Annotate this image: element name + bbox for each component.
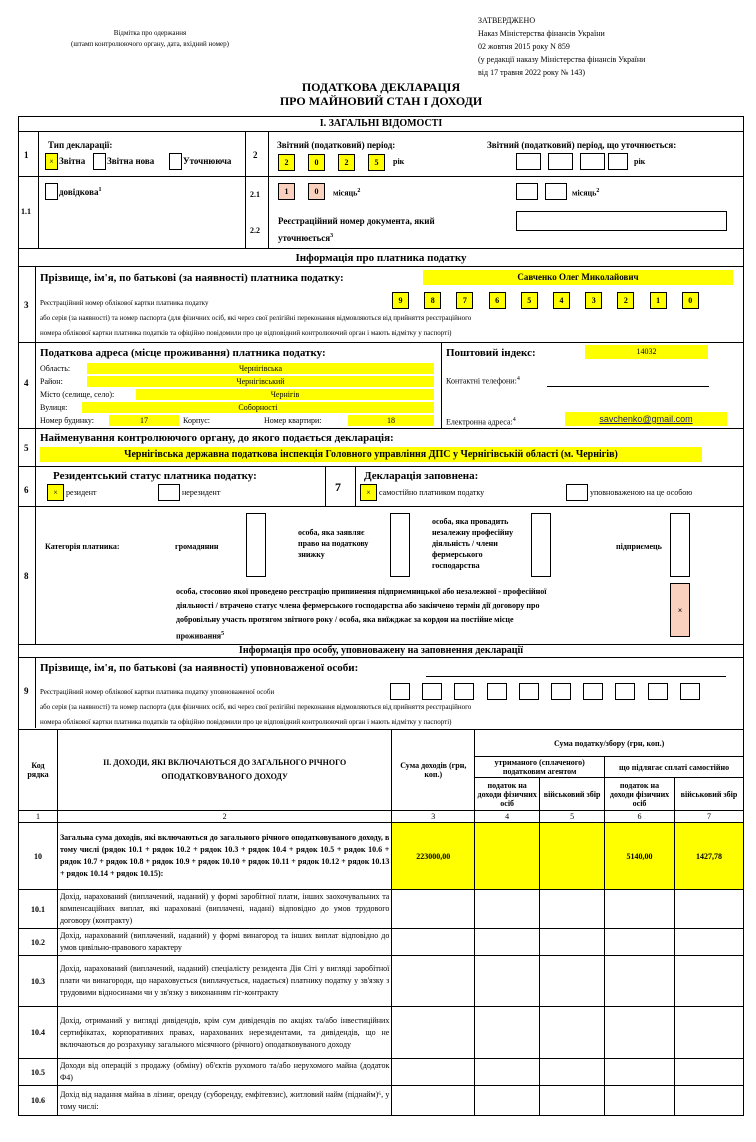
postcode-value[interactable]: 14032 <box>585 345 708 359</box>
col-tax-header: Сума податку/збору (грн, коп.) <box>475 730 744 757</box>
col-code-header: Код рядка <box>19 730 58 811</box>
clar-period-label: Звітний (податковий) період, що уточнюється: <box>487 140 677 150</box>
rep-tin-box[interactable] <box>390 683 410 700</box>
approved-label: ЗАТВЕРДЖЕНО <box>478 16 536 25</box>
row-mil-self[interactable] <box>674 1086 743 1116</box>
rep-tin-box[interactable] <box>519 683 539 700</box>
approved-line-3: (у редакції наказу Міністерства фінансів України <box>478 55 646 64</box>
month-digit[interactable]: 0 <box>308 183 325 200</box>
section1-title: І. ЗАГАЛЬНІ ВІДОМОСТІ <box>18 116 744 132</box>
row-sum[interactable] <box>392 929 475 956</box>
stamp-line-1: Відмітка про одержання <box>113 29 187 37</box>
payer-tin-digit[interactable]: 8 <box>424 292 441 309</box>
row9-num: 9 <box>24 686 29 696</box>
resident-checkbox[interactable]: × <box>47 484 64 501</box>
row3-num: 3 <box>24 300 29 310</box>
row-mil-withheld[interactable] <box>540 1007 605 1059</box>
resident-label: Резидентський статус платника податку: <box>53 470 257 482</box>
rayon-value[interactable]: Чернігівський <box>87 376 434 387</box>
rep-tin-box[interactable] <box>583 683 603 700</box>
oblast-label: Область: <box>40 364 71 373</box>
type-label: Тип декларації: <box>48 140 113 150</box>
type-regular-checkbox[interactable]: × <box>45 153 58 170</box>
cat-terminated-label: особа, стосовно якої проведено реєстрацію припинення підприємницької або незалежної - професійної діяльності / втрачено статус члена фермерського господарства або закінчено термін дії договору про добровільну участь протягом звітного року / особа, яка виїжджає за кордон на постійне місце проживання$^5$ <box>176 587 547 641</box>
payer-tin-digit[interactable]: 4 <box>553 292 570 309</box>
row22-num: 2.2 <box>250 226 260 235</box>
row-mil-self[interactable] <box>674 956 743 1007</box>
clar-month-word: місяць$^2$ <box>572 188 600 198</box>
payer-tin-digit[interactable]: 9 <box>392 292 409 309</box>
row-code: 10.4 <box>19 1007 58 1059</box>
reference-label: довідкова$^1$ <box>59 187 102 197</box>
row-code: 10.1 <box>19 890 58 929</box>
cat-citizen-checkbox[interactable] <box>246 513 266 577</box>
stamp-line-2: (штамп контролюючого органу, дата, вхідний номер) <box>71 40 229 48</box>
clar-year-box[interactable] <box>516 153 541 170</box>
income-row <box>19 956 744 1007</box>
rep-tin-box[interactable] <box>648 683 668 700</box>
filled-label: Декларація заповнена: <box>364 470 479 482</box>
cat-citizen-label: громадянин <box>175 542 219 551</box>
approved-line-1: Наказ Міністерства фінансів України <box>478 29 605 38</box>
auth-filled-checkbox[interactable] <box>566 484 588 501</box>
address-label: Податкова адреса (місце проживання) платника податку: <box>40 347 326 359</box>
street-label: Вулиця: <box>40 403 68 412</box>
row-sum[interactable] <box>392 890 475 929</box>
row-mil-withheld[interactable] <box>540 929 605 956</box>
row-text: Дохід від надання майна в лізинг, оренду (суборенду, емфітевзис), житловий найм (піднайм)⁶, у тому числі: <box>57 1086 391 1116</box>
row-code: 10.6 <box>19 1086 58 1116</box>
period-digit[interactable]: 0 <box>308 154 325 171</box>
row-sum[interactable]: 223000,00 <box>392 823 475 890</box>
row-pit-self[interactable] <box>605 890 675 929</box>
payer-tin-digit[interactable]: 6 <box>489 292 506 309</box>
row-code: 10 <box>19 823 58 890</box>
approval-block <box>478 14 645 79</box>
resident-text: резидент <box>66 488 97 497</box>
type-clarifying-checkbox[interactable] <box>169 153 182 170</box>
type-new-checkbox[interactable] <box>93 153 106 170</box>
row-sum[interactable] <box>392 1059 475 1086</box>
row-pit-withheld[interactable] <box>475 890 540 929</box>
stamp-note <box>40 28 260 50</box>
row4-num: 4 <box>24 378 29 388</box>
income-row <box>19 1086 744 1116</box>
authority-value[interactable]: Чернігівська державна податкова інспекція Головного управління ДПС у Чернігівській області (м. Чернігів) <box>40 447 702 462</box>
payer-tin-digit[interactable]: 5 <box>521 292 538 309</box>
cat-entrepreneur-label: підприємець <box>616 542 662 551</box>
city-label: Місто (селище, село): <box>40 390 115 399</box>
row-pit-withheld[interactable] <box>475 1007 540 1059</box>
row-mil-withheld[interactable] <box>540 890 605 929</box>
apt-value[interactable]: 18 <box>348 415 434 426</box>
cat-entrepreneur-checkbox[interactable] <box>670 513 690 577</box>
rep-tin-box[interactable] <box>487 683 507 700</box>
payer-tin-digit[interactable]: 1 <box>650 292 667 309</box>
row-mil-withheld[interactable] <box>540 1059 605 1086</box>
row-code: 10.3 <box>19 956 58 1007</box>
col-num: 5 <box>540 811 605 823</box>
row-code: 10.5 <box>19 1059 58 1086</box>
period-digit[interactable]: 5 <box>368 154 385 171</box>
email-value[interactable]: savchenko@gmail.com <box>565 412 727 426</box>
row-text: Доходи від операцій з продажу (обміну) об'єктів рухомого та/або нерухомого майна (додаток Ф4) <box>57 1059 391 1086</box>
korpus-label: Корпус: <box>183 416 210 425</box>
phone-label: Контактні телефони:$^4$ <box>446 376 520 386</box>
rep-tin-box[interactable] <box>615 683 635 700</box>
rep-tin-box[interactable] <box>422 683 442 700</box>
payer-section-title: Інформація про платника податку <box>18 249 744 267</box>
col-num: 1 <box>19 811 58 823</box>
clar-year-box[interactable] <box>608 153 628 170</box>
income-row <box>19 890 744 929</box>
rep-tin-box[interactable] <box>680 683 700 700</box>
row-pit-withheld[interactable] <box>475 823 540 890</box>
col-num: 2 <box>57 811 391 823</box>
payer-tin-digit[interactable]: 7 <box>456 292 473 309</box>
row-mil-withheld[interactable] <box>540 823 605 890</box>
row-mil-withheld[interactable] <box>540 956 605 1007</box>
auth-filled-text: уповноваженою на це особою <box>590 488 693 497</box>
row-mil-self[interactable] <box>674 1059 743 1086</box>
row-pit-withheld[interactable] <box>475 1059 540 1086</box>
payer-tin-digit[interactable]: 0 <box>682 292 699 309</box>
payer-tin-label: Реєстраційний номер облікової картки платника податку або серія (за наявності) та номер паспорта (для фізичних осіб, які через свої релігійні переконання відмовляються від прийняття реєстраційного номера облікової картки платника податків та офіційно повідомили про це відповідний контролюючий орган і мають відмітку у паспорті) <box>40 299 472 337</box>
col-self-header: що підлягає сплаті самостійно <box>605 757 744 778</box>
nonresident-text: нерезидент <box>182 488 221 497</box>
cat-indep-label: особа, яка провадить незалежну професійну діяльність / члени фермерського господарства <box>432 517 514 570</box>
rep-tin-label: Реєстраційний номер облікової картки платника податку уповноваженої особи або серія (за наявності) та номер паспорта (для фізичних осіб, які через свої релігійні переконання відмовляються від прийняття реєстраційного номера облікової картки платника податків та офіційно повідомили про це відповідний контролюючий орган і мають відмітку у паспорті) <box>40 688 472 726</box>
payer-tin-digit[interactable]: 3 <box>585 292 602 309</box>
representative-section-title: Інформація про особу, уповноважену на заповнення декларації <box>18 644 744 658</box>
type-new-label: Звітна нова <box>107 156 155 166</box>
row-text: Дохід, нарахований (виплачений, наданий) у формі винагород та інших виплат відповідно до умов цивільно-правового характеру <box>57 929 391 956</box>
col-withheld-header: утриманого (сплаченого) податковим агентом <box>475 757 605 778</box>
col-title-header: ІІ. ДОХОДИ, ЯКІ ВКЛЮЧАЮТЬСЯ ДО ЗАГАЛЬНОГО РІЧНОГО ОПОДАТКОВУВАНОГО ДОХОДУ <box>57 730 391 811</box>
row21-num: 2.1 <box>250 190 260 199</box>
cat-discount-label: особа, яка заявляє право на податкову знижку <box>298 528 369 559</box>
row-mil-self[interactable] <box>674 890 743 929</box>
payer-tin-digit[interactable]: 2 <box>617 292 634 309</box>
row7-num: 7 <box>335 480 341 494</box>
col-pit2-header: податок на доходи фізичних осіб <box>605 778 675 811</box>
row-text: Загальна сума доходів, які включаються до загального річного оподатковуваного доходу, в тому числі (рядок 10.1 + рядок 10.2 + рядок 10.3 + рядок 10.4 + рядок 10.5 + рядок 10.6 + рядок 10.7 + рядок 10.8 + рядок 10.9 + рядок 10.10 + рядок 10.11 + рядок 10.12 + рядок 10.13 + рядок 10.14 + рядок 10.15): <box>57 823 391 890</box>
income-table <box>18 729 744 1116</box>
self-filled-text: самостійно платником податку <box>379 488 485 497</box>
payer-name-label: Прізвище, ім'я, по батькові (за наявності) платника податку: <box>40 272 344 284</box>
period-label: Звітний (податковий) період: <box>277 140 396 150</box>
row-pit-withheld[interactable] <box>475 929 540 956</box>
row-text: Дохід, нарахований (виплачений, наданий) у формі заробітної плати, інших заохочувальних та компенсаційних виплат, які нараховані (виплачені, надані) відповідно до умов трудового договору (контракту) <box>57 890 391 929</box>
row-sum[interactable] <box>392 1007 475 1059</box>
house-label: Номер будинку: <box>40 416 95 425</box>
period-digit[interactable]: 2 <box>338 154 355 171</box>
row-pit-self[interactable] <box>605 1086 675 1116</box>
income-row <box>19 823 744 890</box>
clar-year-box[interactable] <box>580 153 605 170</box>
house-value[interactable]: 17 <box>109 415 179 426</box>
cat-indep-checkbox[interactable] <box>531 513 551 577</box>
row1-num: 1 <box>24 150 29 160</box>
approved-line-2: 02 жовтня 2015 року N 859 <box>478 42 570 51</box>
row-sum[interactable] <box>392 1086 475 1116</box>
clar-month-box[interactable] <box>545 183 567 200</box>
col-mil-header: військовий збір <box>540 778 605 811</box>
clar-month-box[interactable] <box>516 183 538 200</box>
year-word: рік <box>393 157 405 166</box>
month-word: місяць$^2$ <box>333 188 361 198</box>
nonresident-checkbox[interactable] <box>158 484 180 501</box>
row-mil-self[interactable] <box>674 1007 743 1059</box>
income-row <box>19 929 744 956</box>
self-filled-checkbox[interactable]: × <box>360 484 377 501</box>
apt-label: Номер квартири: <box>264 416 322 425</box>
col-num: 3 <box>392 811 475 823</box>
row-pit-self[interactable]: 5140,00 <box>605 823 675 890</box>
row-code: 10.2 <box>19 929 58 956</box>
row8-num: 8 <box>24 571 29 581</box>
cat-terminated-checkbox[interactable]: × <box>670 583 690 637</box>
oblast-value[interactable]: Чернігівська <box>87 363 434 374</box>
reg-doc-label: Реєстраційний номер документа, який уточнюється$^3$ <box>278 216 435 243</box>
row-mil-self[interactable]: 1427,78 <box>674 823 743 890</box>
row-pit-self[interactable] <box>605 956 675 1007</box>
rayon-label: Район: <box>40 377 63 386</box>
month-digit[interactable]: 1 <box>278 183 295 200</box>
row-mil-self[interactable] <box>674 929 743 956</box>
row-mil-withheld[interactable] <box>540 1086 605 1116</box>
email-label: Електронна адреса:$^4$ <box>446 417 516 427</box>
col-number-row <box>19 811 744 823</box>
approved-line-4: від 17 травня 2022 року № 143) <box>478 68 586 77</box>
income-row <box>19 1007 744 1059</box>
col-mil2-header: військовий збір <box>674 778 743 811</box>
col-num: 4 <box>475 811 540 823</box>
col-num: 7 <box>674 811 743 823</box>
reference-checkbox[interactable] <box>45 183 58 200</box>
type-clarifying-label: Уточнююча <box>183 156 232 166</box>
cat-discount-checkbox[interactable] <box>390 513 410 577</box>
city-value[interactable]: Чернігів <box>136 389 434 400</box>
clar-year-word: рік <box>634 157 646 166</box>
type-regular-label: Звітна <box>59 156 86 166</box>
col-sum-header: Сума доходів (грн, коп.) <box>392 730 475 811</box>
row2-num: 2 <box>253 150 258 160</box>
col-num: 6 <box>605 811 675 823</box>
rep-tin-box[interactable] <box>551 683 571 700</box>
payer-name-value[interactable]: Савченко Олег Миколайович <box>423 270 733 285</box>
row-pit-self[interactable] <box>605 1059 675 1086</box>
row-text: Дохід, нарахований (виплачений, наданий) спеціалісту резидента Дія Сіті у вигляді заробітної плати чи винагороди, що нараховується (виплачується, надається) платнику податку у зв'язку з трудовими відносинами чи у зв'язку з виконанням гіг-контракту <box>57 956 391 1007</box>
row-text: Дохід, отриманий у вигляді дивідендів, крім сум дивідендів по акціях та/або інвестиційних сертифікатах, корпоративних правах, нарахованих нерезидентами, та дивідендів, що не включаються до розрахунку загального місячного (річного) оподатковуваного доходу <box>57 1007 391 1059</box>
row-sum[interactable] <box>392 956 475 1007</box>
period-digit[interactable]: 2 <box>278 154 295 171</box>
col-pit-header: податок на доходи фізичних осіб <box>475 778 540 811</box>
row-pit-self[interactable] <box>605 929 675 956</box>
title-line-2: ПРО МАЙНОВИЙ СТАН І ДОХОДИ <box>279 94 483 108</box>
row5-num: 5 <box>24 443 29 453</box>
category-label: Категорія платника: <box>45 542 120 551</box>
row11-num: 1.1 <box>21 207 31 216</box>
row6-num: 6 <box>24 485 29 495</box>
rep-tin-box[interactable] <box>454 683 474 700</box>
rep-name-label: Прізвище, ім'я, по батькові (за наявності) уповноваженої особи: <box>40 662 359 674</box>
row-pit-withheld[interactable] <box>475 1086 540 1116</box>
income-row <box>19 1059 744 1086</box>
page-title <box>18 80 744 108</box>
title-line-1: ПОДАТКОВА ДЕКЛАРАЦІЯ <box>301 80 461 94</box>
reg-doc-input[interactable] <box>516 211 727 231</box>
authority-label: Найменування контролюючого органу, до якого подається декларація: <box>40 432 394 444</box>
row-pit-self[interactable] <box>605 1007 675 1059</box>
street-value[interactable]: Соборності <box>82 402 434 413</box>
postcode-label: Поштовий індекс: <box>446 347 536 359</box>
clar-year-box[interactable] <box>548 153 573 170</box>
row-pit-withheld[interactable] <box>475 956 540 1007</box>
